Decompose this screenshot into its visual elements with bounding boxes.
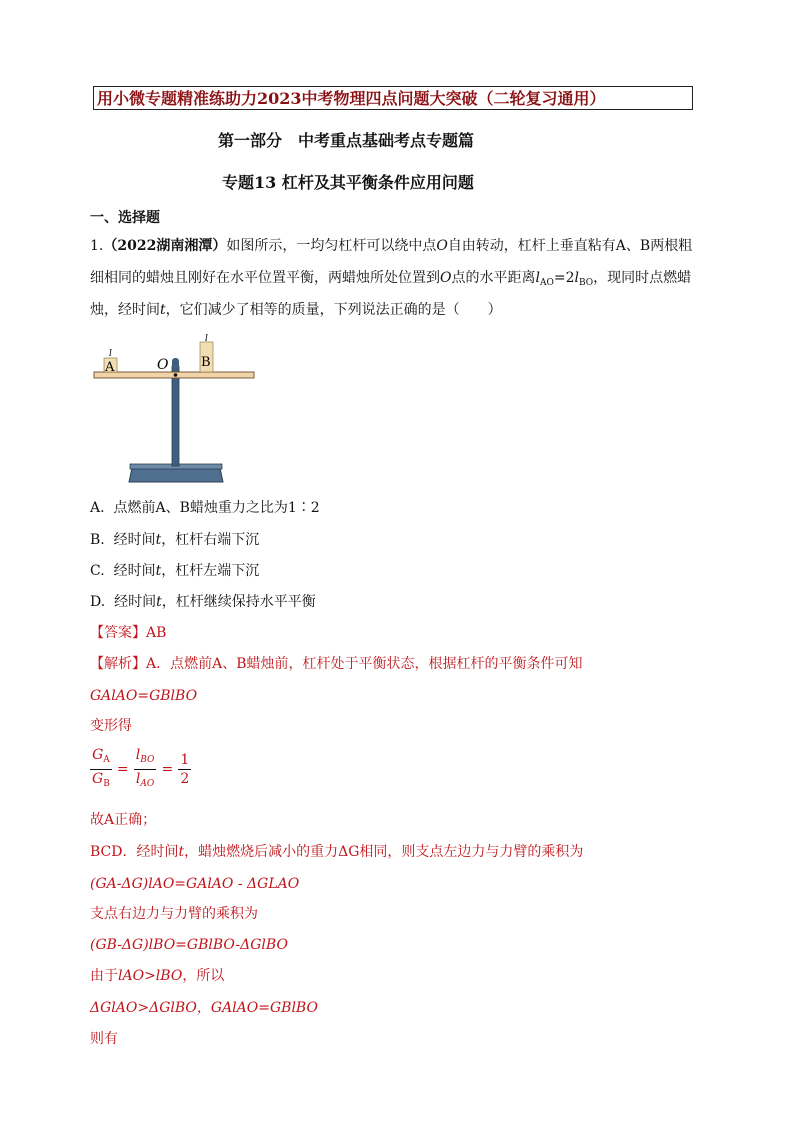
question-line-1: 1.（2022湖南湘潭）如图所示，一均匀杠杆可以绕中点O自由转动，杠杆上垂直粘有A、B两根粗	[90, 238, 693, 254]
label-a: A	[105, 360, 115, 375]
label-b: B	[201, 355, 211, 370]
equation-1: GAlAO=GBlBO	[90, 688, 198, 704]
fraction-half: $\frac{1}{2}$	[180, 752, 190, 787]
stand-base	[129, 468, 223, 482]
ratio-equation: $\frac{G_A}{G_B}$ = $\frac{l_{BO}}{l_{AO}}$ = $\frac{1}{2}$	[90, 746, 191, 793]
then-text: 则有	[90, 1031, 118, 1047]
analysis-a: 【解析】A．点燃前A、B蜡烛前，杠杆处于平衡状态，根据杠杆的平衡条件可知	[90, 656, 583, 672]
question-source: （2022湖南湘潭）	[103, 238, 227, 254]
analysis-label: 【解析】	[90, 656, 146, 672]
part-title: 第一部分 中考重点基础考点专题篇	[218, 131, 475, 150]
lever-figure	[90, 330, 262, 486]
fraction-g: $\frac{G_A}{G_B}$	[92, 747, 110, 789]
section-heading: 一、选择题	[90, 210, 160, 226]
option-b: B. 经时间t，杠杆右端下沉	[90, 532, 260, 548]
option-d: D. 经时间t，杠杆继续保持水平平衡	[90, 594, 316, 610]
flame-a-mark: l	[109, 349, 112, 359]
equation-4: ΔGlAO>ΔGlBO，GAlAO=GBlBO	[90, 1000, 318, 1016]
series-banner: 用小微专题精准练助力2023中考物理四点问题大突破（二轮复习通用）	[93, 86, 693, 110]
a-correct: 故A正确；	[90, 812, 157, 828]
pivot-point	[174, 373, 178, 377]
question-number: 1.	[90, 238, 104, 254]
pivot-post	[172, 358, 179, 370]
fraction-l: $\frac{l_{BO}}{l_{AO}}$	[135, 747, 155, 789]
flame-b-mark: l	[205, 334, 208, 344]
answer-value: AB	[146, 625, 167, 641]
since-text: 由于lAO>lBO，所以	[90, 968, 225, 984]
answer-line	[90, 623, 166, 643]
answer-label: 【答案】	[90, 625, 146, 641]
option-c: C. 经时间t，杠杆左端下沉	[90, 563, 260, 579]
option-a: A. 点燃前A、B蜡烛重力之比为1∶2	[90, 500, 320, 516]
deform-text: 变形得	[90, 718, 132, 734]
bcd-text: BCD．经时间t，蜡烛燃烧后减小的重力ΔG相同，则支点左边力与力臂的乘积为	[90, 844, 584, 860]
label-o: O	[157, 357, 169, 373]
question-line-3: 烛，经时间t，它们减少了相等的质量，下列说法正确的是（ ）	[90, 302, 502, 318]
equation-3: (GB-ΔG)lBO=GBlBO-ΔGlBO	[90, 937, 288, 953]
topic-title: 专题13 杠杆及其平衡条件应用问题	[222, 173, 474, 192]
stand-pole	[172, 366, 179, 466]
right-side-text: 支点右边力与力臂的乘积为	[90, 906, 258, 922]
equation-2: (GA-ΔG)lAO=GAlAO - ΔGLAO	[90, 876, 300, 892]
question-line-2: 细相同的蜡烛且刚好在水平位置平衡，两蜡烛所处位置到O点的水平距离$l_{AO}=2l_{BO}$，现同时点燃蜡	[90, 270, 692, 288]
